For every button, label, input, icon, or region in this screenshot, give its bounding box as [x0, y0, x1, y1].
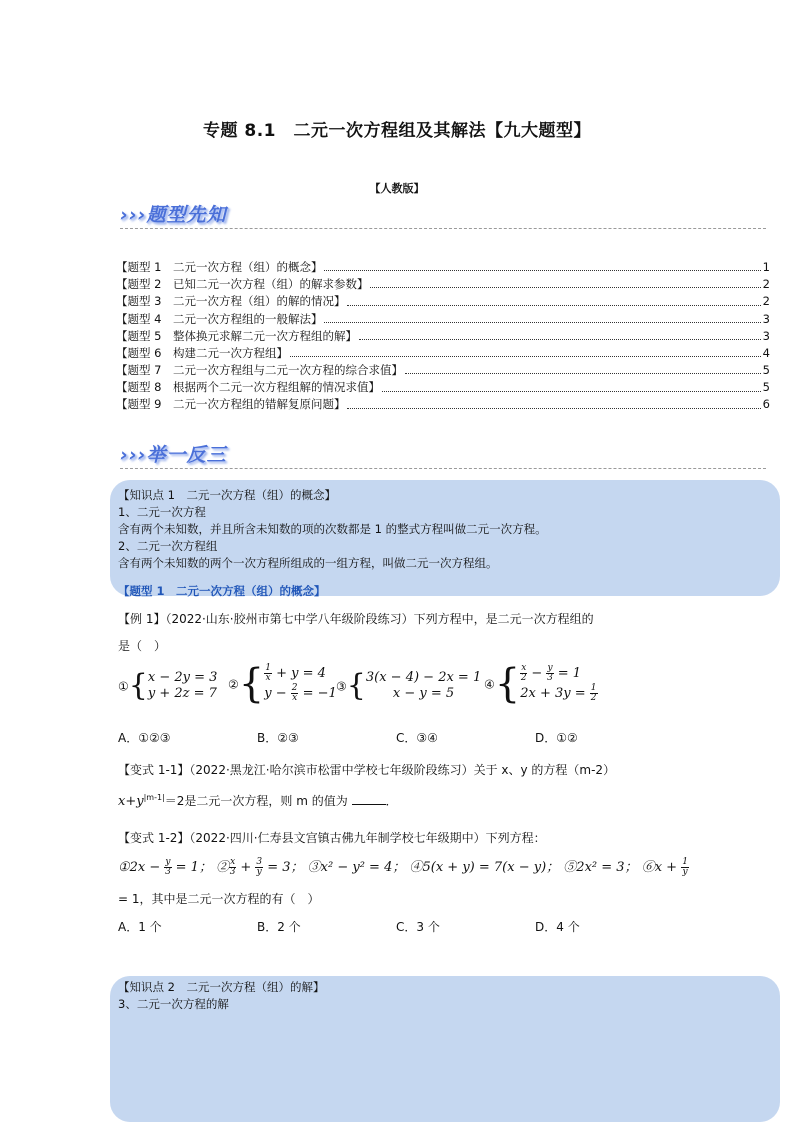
- question-text: 【变式 1-2】（2022·四川·仁寿县文宫镇古佛九年制学校七年级期中）下列方程：: [118, 831, 546, 845]
- toc-entry-label: 【题型 1 二元一次方程（组）的概念】: [116, 259, 323, 274]
- option-d[interactable]: D．①②: [535, 731, 578, 745]
- toc-entry-label: 【题型 8 根据两个二元一次方程组解的情况求值】: [116, 380, 380, 395]
- dashed-divider: [120, 468, 766, 469]
- toc-leader-dots: [290, 356, 761, 357]
- knowledge-line: 含有两个未知数的两个一次方程所组成的一组方程，叫做二元一次方程组。: [118, 556, 498, 570]
- dashed-divider: [120, 228, 766, 229]
- toc-page-number: 3: [762, 328, 770, 343]
- example-1-question: [118, 610, 778, 654]
- toc-entry-label: 【题型 9 二元一次方程组的错解复原问题】: [116, 397, 346, 412]
- section-banner-preview: ›››题型先知: [120, 204, 227, 226]
- variant-1-1-question: [118, 761, 778, 809]
- toc-entry[interactable]: [116, 328, 770, 345]
- knowledge-heading: 【知识点 2 二元一次方程（组）的解】: [118, 980, 325, 994]
- option-d[interactable]: D．4 个: [535, 920, 580, 934]
- variant-1-2-equations: ①2x − $\frac{y}{3}$ = 1； ② $\frac{x}{3}$ + $\frac{3}{y}$ = 3； ③x² − y² = 4； ④5(x + y) = 7(x − y)； ⑤2x² = 3； ⑥x + $\frac{1}{y}$: [118, 857, 688, 877]
- toc-entry[interactable]: [116, 259, 770, 276]
- question-text: 【例 1】（2022·山东·胶州市第七中学八年级阶段练习）下列方程中，是二元一次方程组的: [118, 612, 594, 626]
- option-a[interactable]: A．1 个: [118, 920, 162, 934]
- knowledge-box-1: [110, 480, 780, 596]
- edition-label: 【人教版】: [369, 182, 425, 195]
- knowledge-box-2: [110, 976, 780, 1122]
- toc-page-number: 4: [762, 345, 770, 360]
- system-1: ①{ x − 2y = 3 y + 2z = 7: [118, 668, 218, 703]
- system-3: ③{ 3(x − 4) − 2x = 1 x − y = 5: [336, 668, 482, 703]
- toc-leader-dots: [382, 391, 761, 392]
- toc-leader-dots: [370, 287, 760, 288]
- toc-entry[interactable]: [116, 379, 770, 396]
- option-c[interactable]: C．3 个: [396, 920, 440, 934]
- knowledge-line: 2、二元一次方程组: [118, 539, 218, 553]
- toc-entry[interactable]: [116, 293, 770, 310]
- toc-entry-label: 【题型 3 二元一次方程（组）的解的情况】: [116, 294, 346, 309]
- system-2: ②{ $\frac{1}{x}$ + y = 4 y − $\frac{2}{x}$ = −1: [228, 661, 337, 707]
- question-text: 是（ ）: [118, 639, 167, 653]
- answer-blank[interactable]: [352, 793, 386, 805]
- option-b[interactable]: B．②③: [257, 731, 299, 745]
- option-c[interactable]: C．③④: [396, 731, 438, 745]
- knowledge-line: 3、二元一次方程的解: [118, 997, 229, 1011]
- toc-entry-label: 【题型 2 已知二元一次方程（组）的解求参数】: [116, 277, 369, 292]
- section-banner-practice: ›››举一反三: [120, 444, 227, 466]
- toc-entry[interactable]: [116, 397, 770, 414]
- question-text: $x+y^{|m-1|}=2$是二元一次方程，则 m 的值为 ．: [118, 793, 398, 809]
- system-4: ④{ $\frac{x}{2}$ − $\frac{y}{3}$ = 1 2x + 3y = $\frac{1}{2}$: [484, 661, 597, 707]
- page-title: 专题 8.1 二元一次方程组及其解法【九大题型】: [202, 121, 592, 141]
- table-of-contents: [116, 259, 770, 414]
- section-heading: 【题型 1 二元一次方程（组）的概念】: [118, 584, 326, 598]
- toc-page-number: 1: [762, 259, 770, 274]
- toc-entry-label: 【题型 6 构建二元一次方程组】: [116, 345, 288, 360]
- toc-entry[interactable]: [116, 311, 770, 328]
- toc-page-number: 6: [762, 397, 770, 412]
- toc-page-number: 2: [762, 277, 770, 292]
- toc-entry-label: 【题型 4 二元一次方程组的一般解法】: [116, 311, 323, 326]
- option-b[interactable]: B．2 个: [257, 920, 301, 934]
- toc-entry-label: 【题型 7 二元一次方程组与二元一次方程的综合求值】: [116, 363, 403, 378]
- variant-1-2-question: [118, 829, 778, 846]
- toc-leader-dots: [347, 408, 760, 409]
- option-a[interactable]: A．①②③: [118, 731, 171, 745]
- variant-1-2-options: [118, 918, 678, 935]
- toc-page-number: 5: [762, 380, 770, 395]
- toc-entry[interactable]: [116, 345, 770, 362]
- equation-systems: [118, 661, 778, 712]
- toc-leader-dots: [324, 322, 760, 323]
- toc-leader-dots: [359, 339, 761, 340]
- toc-entry[interactable]: [116, 362, 770, 379]
- toc-page-number: 2: [762, 294, 770, 309]
- toc-leader-dots: [347, 305, 760, 306]
- question-text: 【变式 1-1】（2022·黑龙江·哈尔滨市松雷中学校七年级阶段练习）关于 x、y 的方程（m-2）: [118, 763, 616, 777]
- toc-page-number: 3: [762, 311, 770, 326]
- knowledge-line: 含有两个未知数，并且所含未知数的项的次数都是 1 的整式方程叫做二元一次方程。: [118, 522, 547, 536]
- toc-entry[interactable]: [116, 276, 770, 293]
- toc-entry-label: 【题型 5 整体换元求解二元一次方程组的解】: [116, 328, 357, 343]
- toc-leader-dots: [324, 270, 760, 271]
- knowledge-heading: 【知识点 1 二元一次方程（组）的概念】: [118, 488, 336, 502]
- toc-page-number: 5: [762, 363, 770, 378]
- example-1-options: [118, 729, 678, 746]
- question-text: = 1，其中是二元一次方程的有（ ）: [118, 892, 320, 906]
- knowledge-line: 1、二元一次方程: [118, 505, 206, 519]
- toc-leader-dots: [405, 373, 761, 374]
